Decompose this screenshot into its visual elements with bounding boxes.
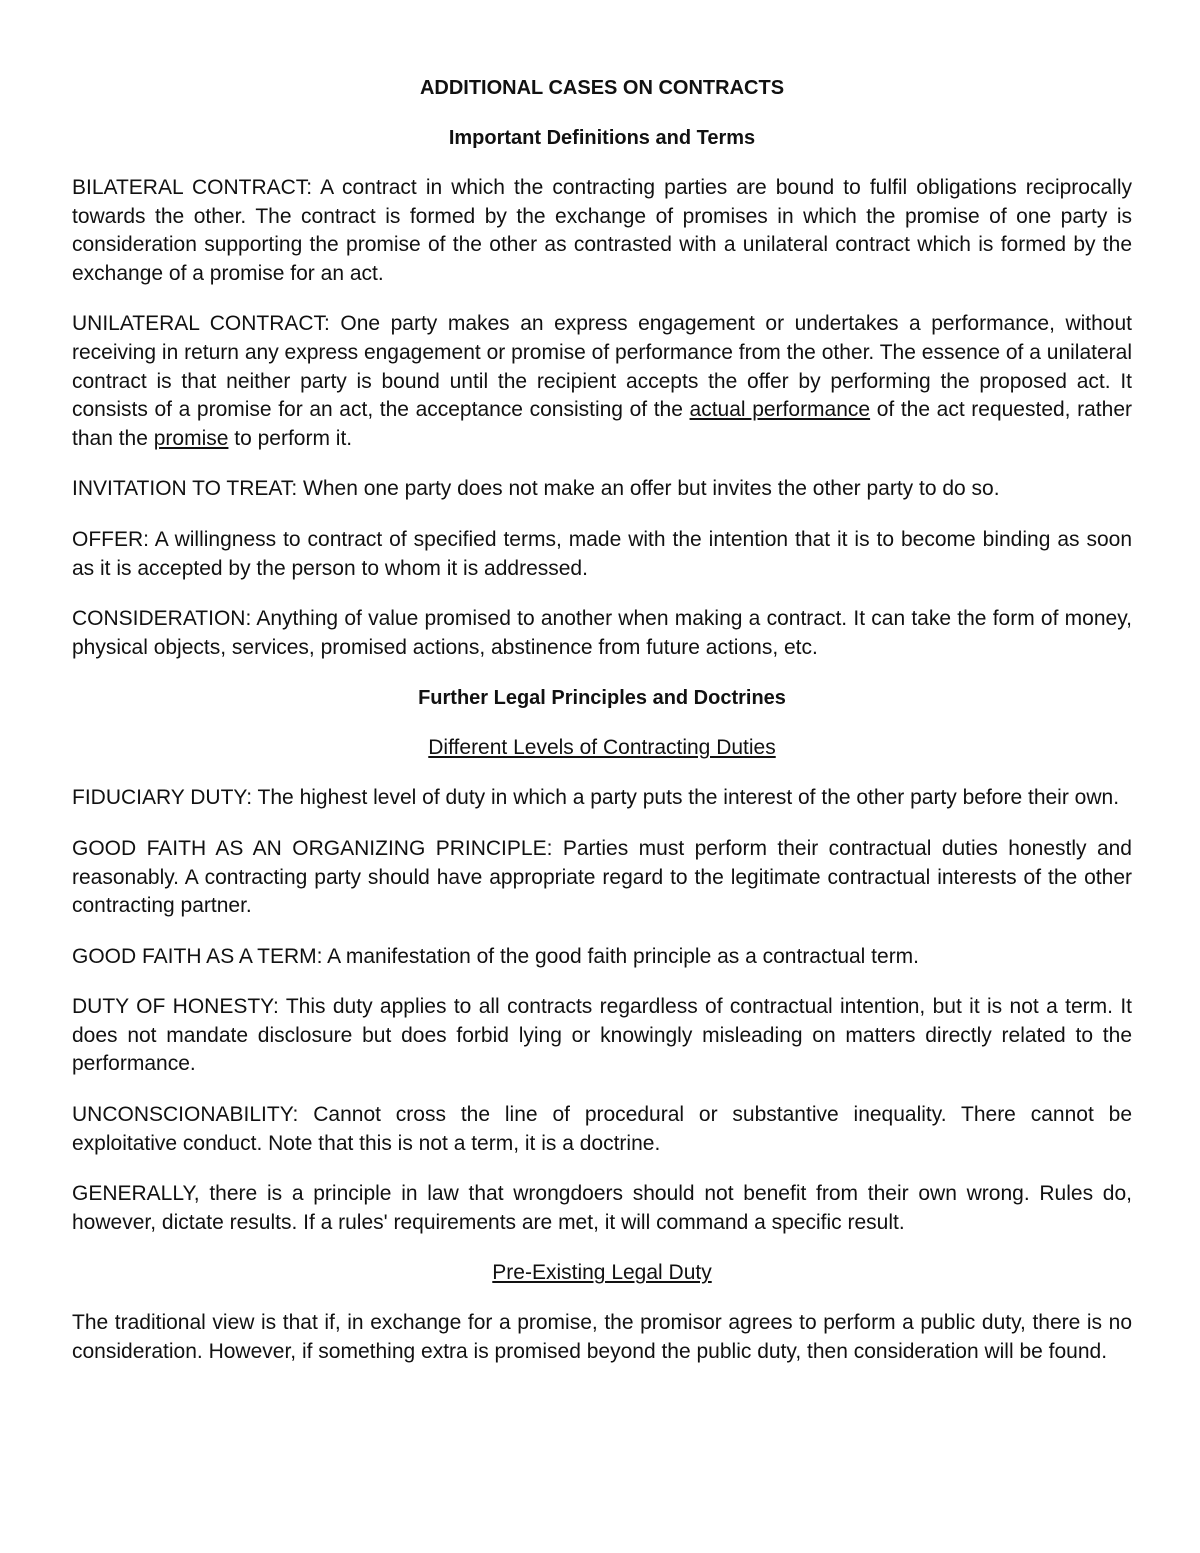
paragraph-pre-existing-duty: The traditional view is that if, in exchange for a promise, the promisor agrees to perform a public duty, there is no consideration. However, if something extra is promised beyond the public duty, then consideration will be found. [72,1311,1132,1364]
paragraph-offer: OFFER: A willingness to contract of specified terms, made with the intention that it is to become binding as soon as it is accepted by the person to whom it is addressed. [72,527,1132,580]
paragraph-fiduciary-duty: FIDUCIARY DUTY: The highest level of duty in which a party puts the interest of the other party before their own. [72,786,1120,810]
subheading-pre-existing-duty: Pre-Existing Legal Duty [492,1261,712,1285]
underlined-promise: promise [153,426,229,450]
paragraph-unconscionability: UNCONSCIONABILITY: Cannot cross the line of procedural or substantive inequality. There cannot be exploitative conduct. Note that this is not a term, it is a doctrine. [72,1103,1132,1155]
underlined-actual-performance: actual performance [689,398,871,422]
paragraph-consideration: CONSIDERATION: Anything of value promised to another when making a contract. It can take the form of money, physical objects, services, promised actions, abstinence from future actions, etc. [72,607,1132,659]
paragraph-invitation-to-treat: INVITATION TO TREAT: When one party does not make an offer but invites the other party to do so. [72,477,1000,501]
paragraph-good-faith-term: GOOD FAITH AS A TERM: A manifestation of the good faith principle as a contractual term. [72,944,920,968]
paragraph-good-faith-principle: GOOD FAITH AS AN ORGANIZING PRINCIPLE: Parties must perform their contractual duties honestly and reasonably. A contracting party should have appropriate regard to the legitimate contractual interests of the other contracting partner. [72,836,1132,918]
subheading-contracting-duties: Different Levels of Contracting Duties [428,736,776,760]
unilateral-text-1: UNILATERAL CONTRACT: One party makes an express engagement or undertakes a performance, without receiving in return any express engagement or promise of performance from the other. The essence of a unilateral contract is that neither party is bound until the recipient accepts the offer by performing the proposed act. It consists of a promise for an act, the acceptance consisting of the [72,312,1132,422]
section-heading-principles: Further Legal Principles and Doctrines [418,687,786,710]
document-title: ADDITIONAL CASES ON CONTRACTS [419,77,785,99]
paragraph-duty-of-honesty: DUTY OF HONESTY: This duty applies to all contracts regardless of contractual intention, but it is not a term. It does not mandate disclosure but does forbid lying or knowingly misleading on matters directly related to the performance. [72,995,1132,1076]
unilateral-text-3: to perform it. [228,426,353,450]
paragraph-bilateral-contract: BILATERAL CONTRACT: A contract in which the contracting parties are bound to fulfil obligations reciprocally towards the other. The contract is formed by the exchange of promises in which the promise of one party is consideration supporting the promise of the other as contrasted with a unilateral contract which is formed by the exchange of a promise for an act. [72,176,1132,285]
paragraph-generally: GENERALLY, there is a principle in law that wrongdoers should not benefit from their own wrong. Rules do, however, dictate results. If a rules' requirements are met, it will command a specific result. [72,1182,1132,1234]
document-page [72,74,1132,1389]
unilateral-text-2: of the act requested, rather than the [72,398,1132,450]
section-heading-definitions: Important Definitions and Terms [448,127,756,149]
paragraph-unilateral-contract [72,310,1132,453]
